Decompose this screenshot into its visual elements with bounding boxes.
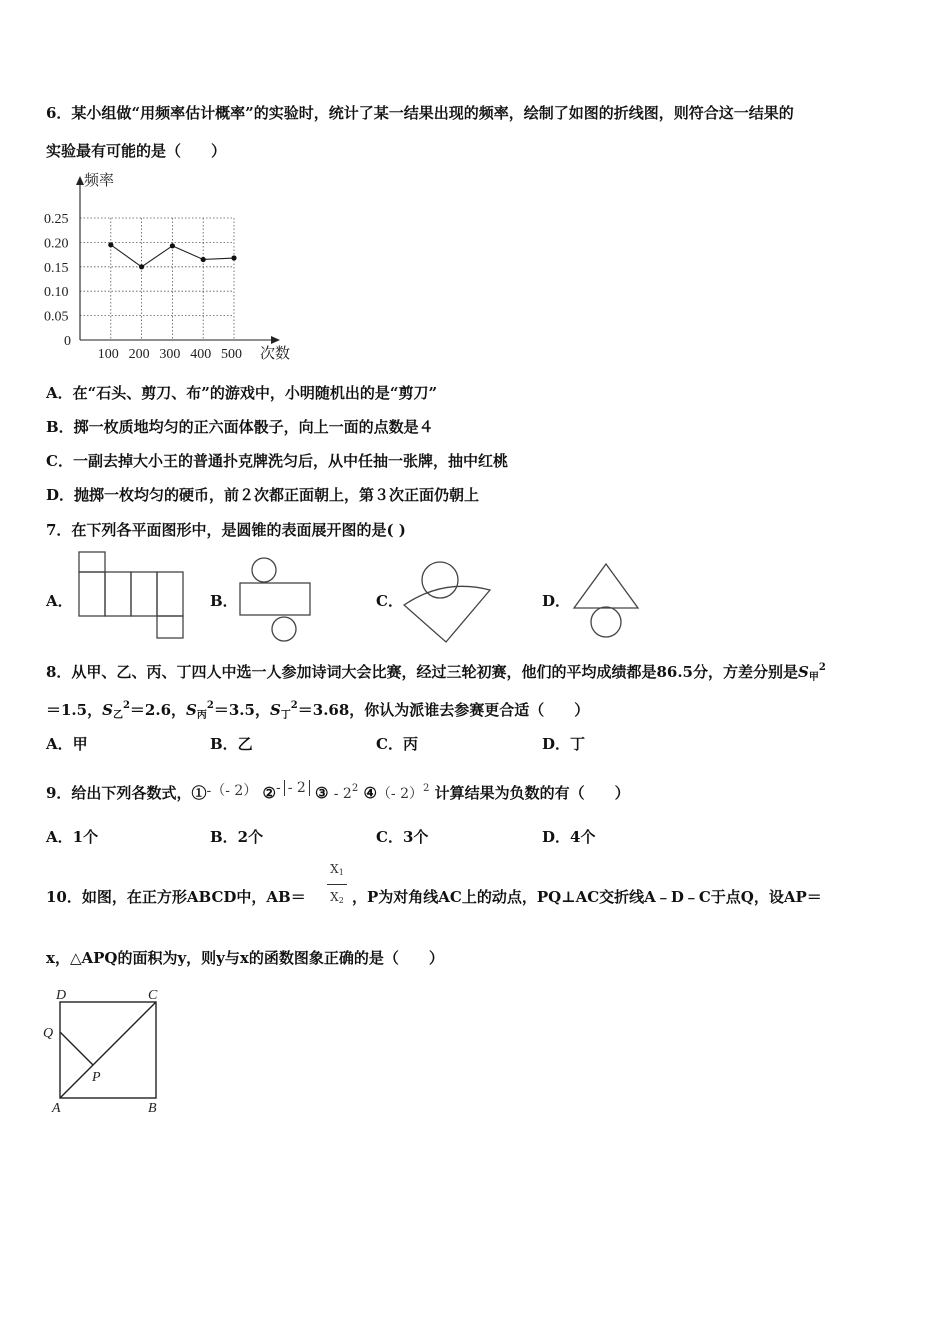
chart-xtick-label: 200 (128, 347, 150, 362)
q8-option-b[interactable]: B．乙 (210, 735, 253, 753)
chart-data-point (139, 264, 144, 269)
q7-figure-d-triangle-net[interactable] (568, 560, 644, 644)
q8-value-ding: ＝3.68，你认为派谁去参赛更合适（ ） (297, 701, 590, 719)
chart-data-point (201, 257, 206, 262)
q7-stem: 7．在下列各平面图形中，是圆锥的表面展开图的是( ) (46, 521, 406, 539)
q8-value-yi: ＝2.6， (129, 701, 187, 719)
q8-s-symbol-ding: S (269, 701, 281, 719)
q7-option-c-label[interactable]: C． (376, 592, 403, 610)
q8-s-symbol-yi: S (102, 701, 113, 719)
q8-option-a[interactable]: A．甲 (46, 735, 88, 753)
chart-y-arrow (76, 176, 84, 185)
q6-stem-line2: 实验最有可能的是（ ） (46, 142, 227, 160)
q8-option-d[interactable]: D．丁 (542, 735, 586, 753)
chart-data-point (231, 255, 236, 260)
q9-option-c[interactable]: C．3个 (376, 828, 429, 846)
frequency-line-chart (40, 168, 310, 368)
chart-ytick-label: 0.10 (44, 285, 69, 301)
q8-sup-bing: 2 (206, 700, 214, 711)
chart-ytick-label: 0.15 (44, 260, 69, 276)
chart-xtick-label: 500 (221, 347, 242, 362)
q7-option-a-label[interactable]: A． (46, 592, 73, 610)
q6-option-b[interactable]: B．掷一枚质地均匀的正六面体骰子，向上一面的点数是４ (46, 418, 434, 436)
q8-sub-yi: 乙 (112, 710, 123, 721)
q10-fraction-bar (327, 884, 347, 885)
q8-option-c[interactable]: C．丙 (376, 735, 418, 753)
q7-option-b-label[interactable]: B． (210, 592, 238, 610)
q8-sup-ding: 2 (290, 700, 298, 711)
q7-option-d-label[interactable]: D． (542, 592, 571, 610)
q8-sub-bing: 丙 (196, 710, 207, 721)
chart-ytick-label: 0.05 (44, 309, 69, 325)
q6-stem-line1: 6．某小组做“用频率估计概率”的实验时，统计了某一结果出现的频率，绘制了如图的折线图，则符合这一结果的 (46, 104, 794, 122)
point-label-c: C (148, 988, 158, 1003)
q9-marker-1: ① (191, 784, 207, 802)
q7-figure-a-cube-net[interactable] (75, 550, 187, 642)
point-label-d: D (56, 988, 67, 1003)
q10-num-letter: X (330, 862, 339, 876)
q10-num-sub: 1 (338, 868, 344, 877)
q8-sup-yi: 2 (122, 700, 130, 711)
point-label-b: B (148, 1101, 157, 1116)
q9-option-d[interactable]: D．4个 (542, 828, 596, 846)
q9-expr-4: （- 2） (376, 786, 423, 802)
q10-stem-tail: ，P为对角线AC上的动点，PQ⊥AC交折线A﹣D﹣C于点Q，设AP＝ (352, 888, 822, 906)
q9-expr-1: -（- 2） (206, 783, 258, 799)
q7-figure-c-sector-net[interactable] (402, 560, 500, 646)
q9-expr-3-sup: 2 (351, 783, 359, 794)
q7-figure-b-cylinder-net[interactable] (234, 556, 314, 646)
q8-stem-line1 (46, 661, 826, 683)
q9-stem (46, 780, 630, 803)
chart-xtick-label: 300 (159, 347, 181, 362)
q9-marker-3: ③ (315, 784, 329, 802)
q9-option-a[interactable]: A．1个 (46, 828, 99, 846)
q6-option-a[interactable]: A．在“石头、剪刀、布”的游戏中，小明随机出的是“剪刀” (46, 384, 438, 402)
point-label-q: Q (43, 1026, 54, 1041)
q8-sup-jia: 2 (818, 662, 826, 673)
q10-stem-head: 10．如图，在正方形ABCD中，AB＝ (46, 888, 306, 906)
chart-ytick-label: 0.20 (44, 236, 69, 252)
q8-s-symbol-bing: S (186, 701, 197, 719)
chart-xtick-label: 400 (190, 347, 212, 362)
point-label-a: A (52, 1101, 61, 1116)
chart-ytick-label: 0 (64, 334, 71, 349)
q10-fraction-numerator (326, 862, 348, 877)
chart-data-point (170, 243, 175, 248)
q9-expr-4-sup: 2 (422, 783, 430, 794)
q8-stem-line2 (46, 699, 589, 721)
chart-xtick-label: 100 (97, 347, 119, 362)
q9-stem-text: 9．给出下列各数式， (46, 784, 192, 802)
chart-ytick-label: 0.25 (44, 212, 69, 227)
q10-den-sub: 2 (338, 896, 344, 905)
q8-sub-jia: 甲 (808, 672, 819, 683)
q9-marker-4: ④ (363, 784, 377, 802)
q10-fraction-denominator (326, 890, 348, 905)
q8-value-jia: ＝1.5， (46, 701, 103, 719)
q9-expr-2-sign: - (275, 780, 281, 796)
q9-option-b[interactable]: B．2个 (210, 828, 264, 846)
chart-ylabel: 频率 (84, 173, 115, 189)
q8-sub-ding: 丁 (280, 710, 291, 721)
q9-marker-2: ② (262, 784, 276, 802)
chart-x-arrow (271, 336, 280, 344)
q10-square-figure (40, 986, 170, 1116)
chart-xlabel: 次数 (260, 346, 291, 362)
chart-data-point (108, 242, 113, 247)
q8-value-bing: ＝3.5， (213, 701, 270, 719)
q10-stem-line2: x，△APQ的面积为y，则y与x的函数图象正确的是（ ） (46, 949, 444, 967)
q6-option-d[interactable]: D．抛掷一枚均匀的硬币，前２次都正面朝上，第３次正面仍朝上 (46, 486, 480, 504)
point-label-p: P (92, 1070, 101, 1085)
q10-den-letter: X (330, 890, 339, 904)
q8-stem-text: 8．从甲、乙、丙、丁四人中选一人参加诗词大会比赛，经过三轮初赛，他们的平均成绩都是86.5分，方差分别是 (46, 663, 798, 681)
q9-stem-tail: 计算结果为负数的有（ ） (434, 784, 630, 802)
q9-expr-3: - 2 (333, 786, 352, 802)
q9-expr-2-abs: - 2 (284, 780, 310, 796)
q8-s-symbol-jia: S (797, 663, 809, 681)
q6-option-c[interactable]: C．一副去掉大小王的普通扑克牌洗匀后，从中任抽一张牌，抽中红桃 (46, 452, 508, 470)
